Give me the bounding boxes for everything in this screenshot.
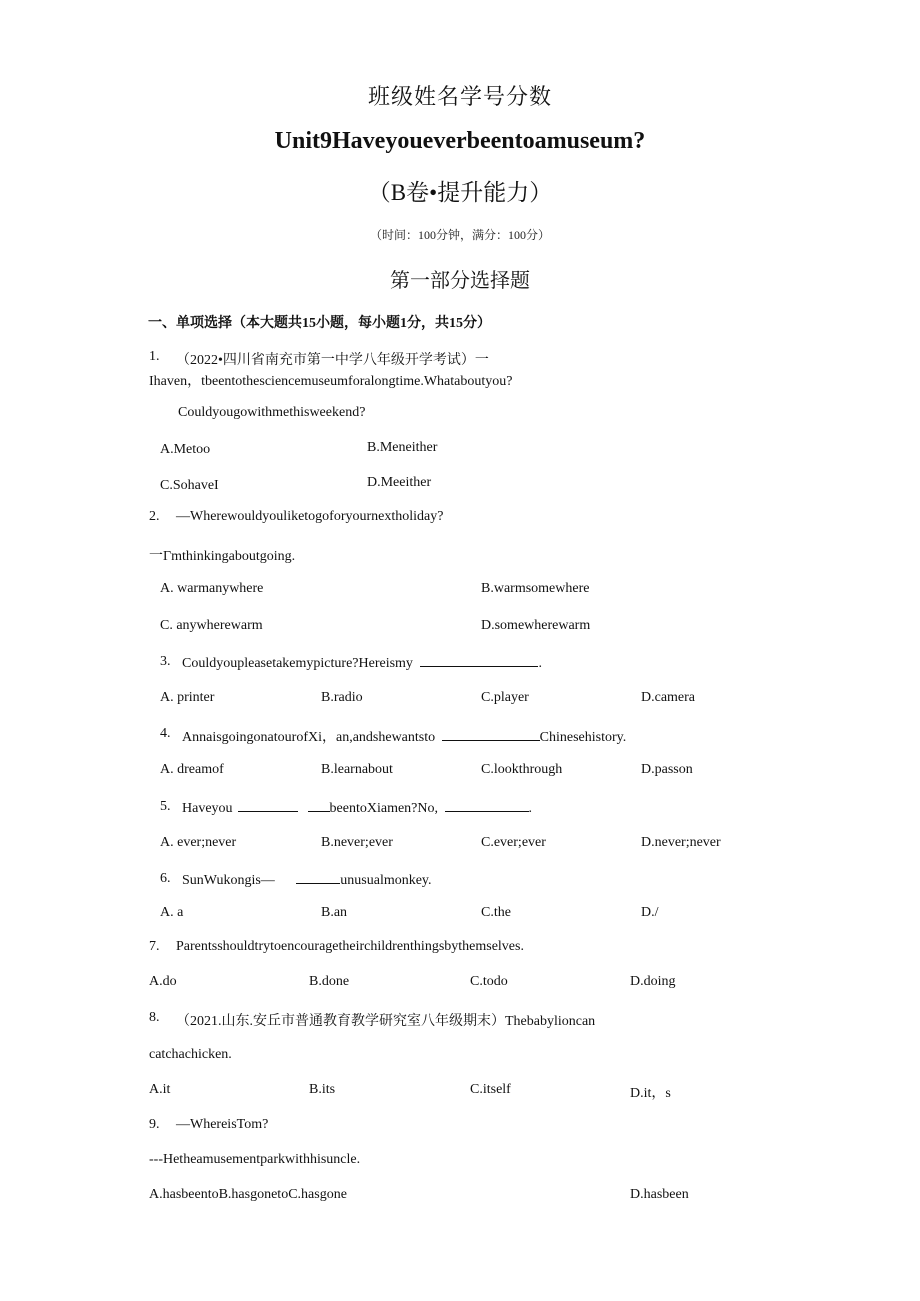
question-3-option-d: D.camera xyxy=(641,690,696,705)
question-1-line2: Ihaven，tbeentothesciencemuseumforalongtime.Whataboutyou? xyxy=(149,374,513,389)
question-2-option-c: C. anywherewarm xyxy=(160,618,263,633)
question-2-line2: 一Γmthinkingaboutgoing. xyxy=(149,549,296,564)
question-7-option-d: D.doing xyxy=(630,974,676,989)
question-7-option-c: C.todo xyxy=(470,974,508,989)
question-3-option-a: A. printer xyxy=(160,690,215,705)
question-8-line2: catchachicken. xyxy=(149,1047,232,1062)
question-6-option-b: B.an xyxy=(321,905,348,920)
question-9-options-abc: A.hasbeentoB.hasgonetoC.hasgone xyxy=(149,1187,347,1202)
question-1-line3: Couldyougowithmethisweekend? xyxy=(178,405,366,420)
question-4-number: 4. xyxy=(160,726,171,741)
question-2-option-b: B.warmsomewhere xyxy=(481,581,590,596)
question-3-option-b: B.radio xyxy=(321,690,363,705)
question-2-option-d: D.somewherewarm xyxy=(481,618,591,633)
question-1-number: 1. xyxy=(149,349,160,364)
question-4-stem-text: AnnaisgoingonatourofXi，an,andshewantsto xyxy=(182,730,436,745)
question-5-option-c: C.ever;ever xyxy=(481,835,546,850)
question-7-option-a: A.do xyxy=(149,974,177,989)
question-5-stem xyxy=(182,799,532,817)
question-5-answer-blank-2[interactable] xyxy=(445,799,529,812)
question-7-number: 7. xyxy=(149,939,160,954)
question-5-option-d: D.never;never xyxy=(641,835,721,850)
question-5-stem-middle: beentoXiamen?No, xyxy=(329,801,439,816)
question-4-stem-end: Chinesehistory. xyxy=(539,730,627,745)
question-5-option-b: B.never;ever xyxy=(321,835,393,850)
question-9-option-d: D.hasbeen xyxy=(630,1187,689,1202)
question-8-option-b: B.its xyxy=(309,1082,336,1097)
question-1-option-c: C.SohaveI xyxy=(160,478,219,493)
question-4-answer-blank[interactable] xyxy=(442,728,540,741)
question-4-stem xyxy=(182,726,626,746)
question-6-stem xyxy=(182,871,432,889)
question-9-line2: ---Hetheamusementparkwithhisuncle. xyxy=(149,1152,361,1167)
question-3-stem xyxy=(182,654,542,672)
question-8-option-c: C.itself xyxy=(470,1082,511,1097)
question-6-answer-blank[interactable] xyxy=(296,871,340,884)
question-3-stem-text: Couldyoupleasetakemypicture?Hereismy xyxy=(182,656,413,671)
question-9-number: 9. xyxy=(149,1117,160,1132)
question-4-option-d: D.passon xyxy=(641,762,693,777)
question-7-stem: Parentsshouldtrytoencouragetheirchildrenthingsbythemselves. xyxy=(176,939,524,954)
question-8-option-d: D.it，s xyxy=(630,1086,671,1101)
question-5-stem-end: . xyxy=(528,801,533,816)
question-2-option-a: A. warmanywhere xyxy=(160,581,264,596)
question-9-stem: —WhereisTom? xyxy=(176,1117,269,1132)
question-3-number: 3. xyxy=(160,654,171,669)
question-8-number: 8. xyxy=(149,1010,160,1025)
question-4-option-c: C.lookthrough xyxy=(481,762,563,777)
student-info-line: 班级姓名学号分数 xyxy=(367,84,552,109)
question-2-stem: —Wherewouldyouliketogoforyournextholiday? xyxy=(176,509,444,524)
question-3-stem-end: . xyxy=(538,656,542,671)
question-1-option-a: A.Metoo xyxy=(160,442,211,457)
question-5-number: 5. xyxy=(160,799,171,814)
question-6-option-c: C.the xyxy=(481,905,511,920)
question-5-answer-blank-1b[interactable] xyxy=(308,799,330,812)
question-7-option-b: B.done xyxy=(309,974,350,989)
time-score-note: （时间：100分钟，满分：100分） xyxy=(369,228,550,242)
question-1-source: （2022•四川省南充市第一中学八年级开学考试）一 xyxy=(176,353,489,368)
question-8-option-a: A.it xyxy=(149,1082,171,1097)
question-8-source: （2021.山东.安丘市普通教育教学研究室八年级期末）Thebabylioncan xyxy=(176,1014,596,1029)
question-6-stem-text: SunWukongis— xyxy=(182,873,275,888)
question-6-option-a: A. a xyxy=(160,905,184,920)
question-5-stem-text: Haveyou xyxy=(182,801,233,816)
question-5-answer-blank-1[interactable] xyxy=(238,799,298,812)
question-6-stem-end: unusualmonkey. xyxy=(340,873,432,888)
part-title: 第一部分选择题 xyxy=(390,270,530,292)
question-4-option-a: A. dreamof xyxy=(160,762,224,777)
section-title: 一、单项选择（本大题共15小题，每小题1分，共15分） xyxy=(148,316,491,331)
paper-type: （B卷•提升能力） xyxy=(367,180,553,205)
question-6-option-d: D./ xyxy=(641,905,659,920)
question-6-number: 6. xyxy=(160,871,171,886)
question-5-option-a: A. ever;never xyxy=(160,835,237,850)
question-1-option-d: D.Meeither xyxy=(367,475,432,490)
unit-title: Unit9Haveyoueverbeentoamuseum? xyxy=(274,128,646,154)
question-1-option-b: B.Meneither xyxy=(367,440,438,455)
question-3-option-c: C.player xyxy=(481,690,529,705)
question-2-number: 2. xyxy=(149,509,160,524)
question-3-answer-blank[interactable] xyxy=(420,654,538,667)
question-4-option-b: B.learnabout xyxy=(321,762,393,777)
